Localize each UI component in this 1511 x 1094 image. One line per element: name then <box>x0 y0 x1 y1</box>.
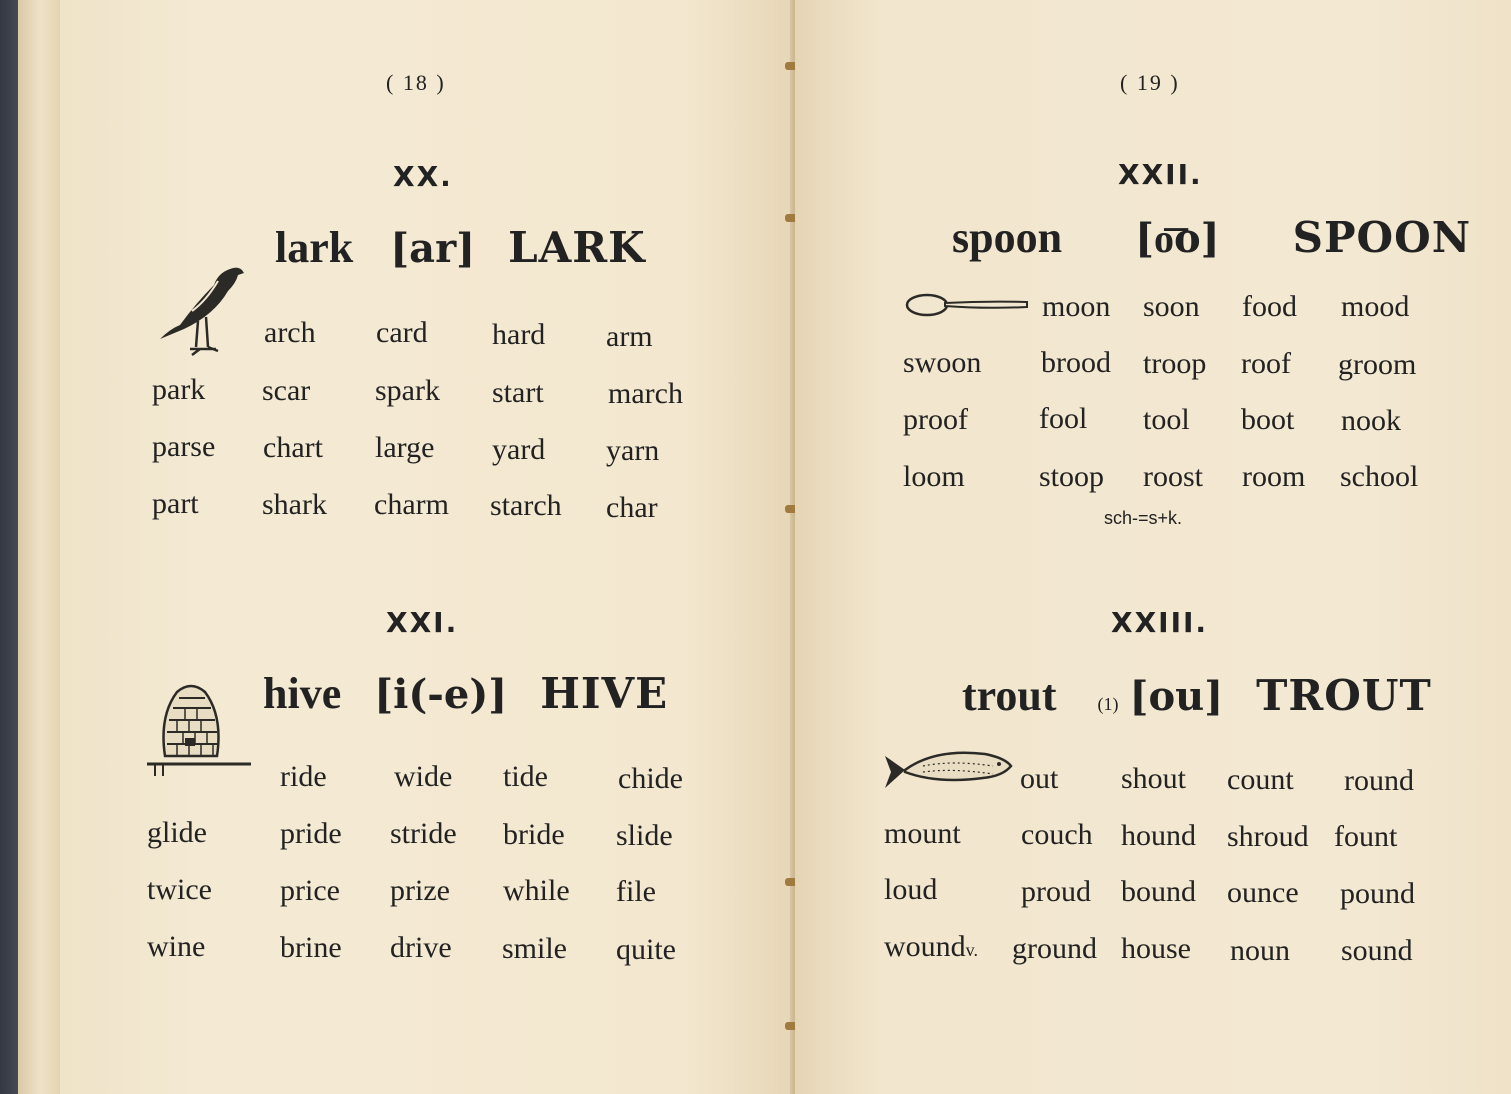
key-word-lower: trout <box>962 671 1057 720</box>
left-page <box>60 0 795 1094</box>
word: price <box>280 874 340 907</box>
word <box>884 930 978 964</box>
word: noun <box>1230 934 1290 967</box>
word: shroud <box>1227 820 1309 853</box>
key-word-lower: spoon <box>952 213 1063 262</box>
word: brine <box>280 931 342 964</box>
word: roost <box>1143 460 1203 493</box>
word: bride <box>503 818 565 851</box>
word: ground <box>1012 932 1097 965</box>
sound-bracket: [o͞o] <box>1135 215 1220 262</box>
lark-bird-icon <box>152 255 252 365</box>
word: card <box>376 316 428 349</box>
word: mount <box>884 817 961 850</box>
word: slide <box>616 819 673 852</box>
word: boot <box>1241 403 1295 436</box>
word: fount <box>1334 820 1398 853</box>
section-numeral: XXI. <box>386 606 459 639</box>
word: school <box>1340 460 1419 493</box>
word: tool <box>1143 403 1190 436</box>
word: count <box>1227 763 1294 796</box>
word: stride <box>390 817 457 850</box>
word: part <box>152 487 199 520</box>
sound-footnote-marker: (1) <box>1097 694 1119 714</box>
word: out <box>1020 762 1059 795</box>
section-heading <box>263 668 668 719</box>
word: roof <box>1241 347 1291 380</box>
word: tide <box>503 760 548 793</box>
section-numeral: XX. <box>393 160 453 193</box>
word: march <box>608 377 683 410</box>
word: file <box>616 875 656 908</box>
word: couch <box>1021 818 1093 851</box>
key-word-upper: LARK <box>508 223 646 272</box>
word: spark <box>375 374 440 407</box>
word: starch <box>490 489 562 522</box>
word: prize <box>390 874 450 907</box>
section-heading <box>952 212 1471 263</box>
key-word-lower: hive <box>263 669 342 718</box>
right-page <box>795 0 1511 1094</box>
word: proud <box>1021 875 1091 908</box>
word: pride <box>280 817 342 850</box>
word: smile <box>502 932 567 965</box>
word: parse <box>152 430 216 463</box>
word: char <box>606 491 658 524</box>
word: troop <box>1143 347 1207 380</box>
word: moon <box>1042 290 1111 323</box>
word: yarn <box>606 434 660 467</box>
word: wide <box>394 760 453 793</box>
word: soon <box>1143 290 1200 323</box>
spoon-icon <box>905 290 1029 320</box>
beehive-icon <box>145 680 255 780</box>
key-word-upper: TROUT <box>1256 671 1432 720</box>
word: quite <box>616 933 676 966</box>
word: proof <box>903 403 968 436</box>
word: chart <box>263 431 323 464</box>
word: wine <box>147 930 206 963</box>
section-numeral: XXIII. <box>1111 606 1209 639</box>
word: pound <box>1340 877 1415 910</box>
word: shout <box>1121 762 1187 795</box>
word: food <box>1242 290 1297 323</box>
word: bound <box>1121 875 1196 908</box>
word: nook <box>1341 404 1401 437</box>
word: sound <box>1341 934 1413 967</box>
sound-bracket: [ar] <box>390 225 476 272</box>
page-number: ( 19 ) <box>1120 70 1180 95</box>
word: arm <box>606 320 653 353</box>
fish-icon <box>883 742 1013 792</box>
page-number: ( 18 ) <box>386 70 446 95</box>
word-text: wound <box>884 930 966 963</box>
word: swoon <box>903 346 982 379</box>
word: ride <box>280 760 327 793</box>
key-word-lower: lark <box>275 223 354 272</box>
sound-bracket: [ou] <box>1129 673 1224 720</box>
word: loom <box>903 460 965 493</box>
pronunciation-note: sch-=s+k. <box>1104 508 1183 528</box>
word: charm <box>374 488 449 521</box>
word: while <box>503 874 570 907</box>
word: glide <box>147 816 207 849</box>
word: large <box>375 431 435 464</box>
word: yard <box>492 433 546 466</box>
word: ounce <box>1227 876 1299 909</box>
word: hound <box>1121 819 1196 852</box>
word: brood <box>1041 346 1111 379</box>
word: stoop <box>1039 460 1105 493</box>
word: house <box>1121 932 1191 965</box>
key-word-upper: SPOON <box>1292 213 1472 262</box>
word: room <box>1242 460 1306 493</box>
word: groom <box>1338 348 1417 381</box>
word: park <box>152 373 206 406</box>
section-numeral: XXII. <box>1118 158 1203 191</box>
word: round <box>1344 764 1414 797</box>
section-heading <box>962 670 1432 721</box>
word: loud <box>884 873 938 906</box>
word: scar <box>262 374 311 407</box>
word: mood <box>1341 290 1410 323</box>
verb-marker: v. <box>965 940 979 960</box>
word: arch <box>264 316 316 349</box>
word: drive <box>390 931 452 964</box>
word: chide <box>618 762 683 795</box>
sound-bracket: [i(-e)] <box>374 671 508 718</box>
word: hard <box>492 318 546 351</box>
word: start <box>492 376 544 409</box>
word: fool <box>1039 402 1088 435</box>
word: shark <box>262 488 327 521</box>
key-word-upper: HIVE <box>540 669 669 718</box>
section-heading <box>275 222 646 273</box>
word: twice <box>147 873 212 906</box>
